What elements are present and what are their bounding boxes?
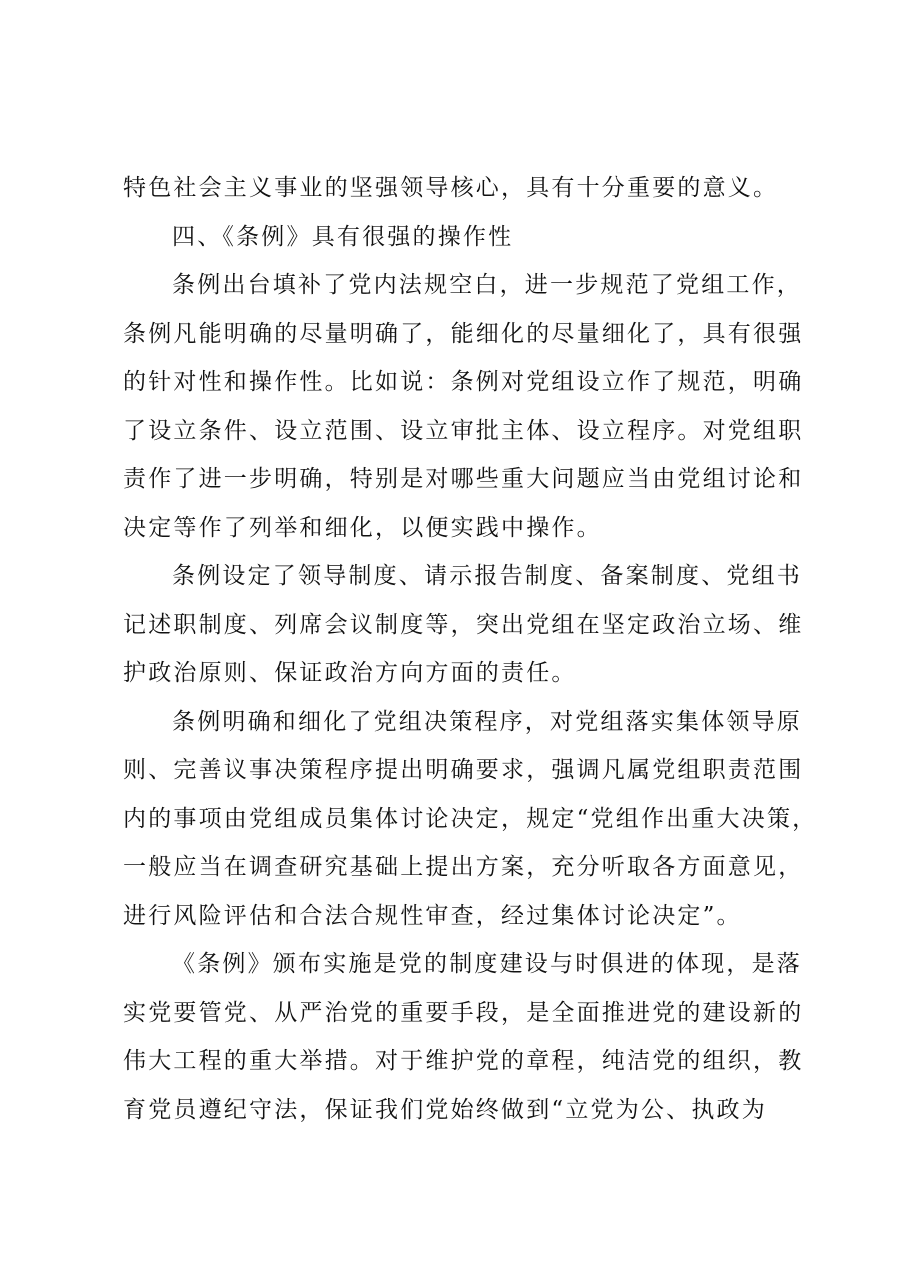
text-line: 一般应当在调查研究基础上提出方案，充分听取各方面意见，	[123, 854, 804, 880]
text-line: 条例设定了领导制度、请示报告制度、备案制度、党组书	[172, 563, 802, 589]
text-line: 内的事项由党组成员集体讨论决定，规定“党组作出重大决策，	[123, 805, 818, 832]
text-line: 的针对性和操作性。比如说：条例对党组设立作了规范，明确	[123, 369, 804, 395]
text-line: 则、完善议事决策程序提出明确要求，强调凡属党组职责范围	[123, 757, 804, 783]
text-line: 了设立条件、设立范围、设立审批主体、设立程序。对党组职	[123, 417, 804, 444]
text-line: 条例明确和细化了党组决策程序，对党组落实集体领导原	[172, 708, 802, 735]
text-line: 条例出台填补了党内法规空白，进一步规范了党组工作，	[172, 272, 802, 298]
text-line: 进行风险评估和合法合规性审查，经过集体讨论决定”。	[123, 902, 742, 929]
text-line: 伟大工程的重大举措。对于维护党的章程，纯洁党的组织，教	[123, 1048, 804, 1074]
document-body	[123, 164, 818, 1134]
text-line: 护政治原则、保证政治方向方面的责任。	[123, 660, 577, 686]
text-line: 记述职制度、列席会议制度等，突出党组在坚定政治立场、维	[123, 611, 804, 638]
text-line: 特色社会主义事业的坚强领导核心，具有十分重要的意义。	[123, 175, 779, 201]
text-line: 《条例》颁布实施是党的制度建设与时俱进的体现，是落	[172, 951, 802, 977]
text-line: 四、《条例》具有很强的操作性	[172, 223, 514, 250]
text-line: 条例凡能明确的尽量明确了，能细化的尽量细化了，具有很强	[123, 320, 804, 347]
text-line: 育党员遵纪守法，保证我们党始终做到“立党为公、执政为	[123, 1096, 767, 1123]
text-line: 实党要管党、从严治党的重要手段，是全面推进党的建设新的	[123, 999, 804, 1026]
text-line: 责作了进一步明确，特别是对哪些重大问题应当由党组讨论和	[123, 466, 804, 492]
text-line: 决定等作了列举和细化，以便实践中操作。	[123, 514, 602, 541]
